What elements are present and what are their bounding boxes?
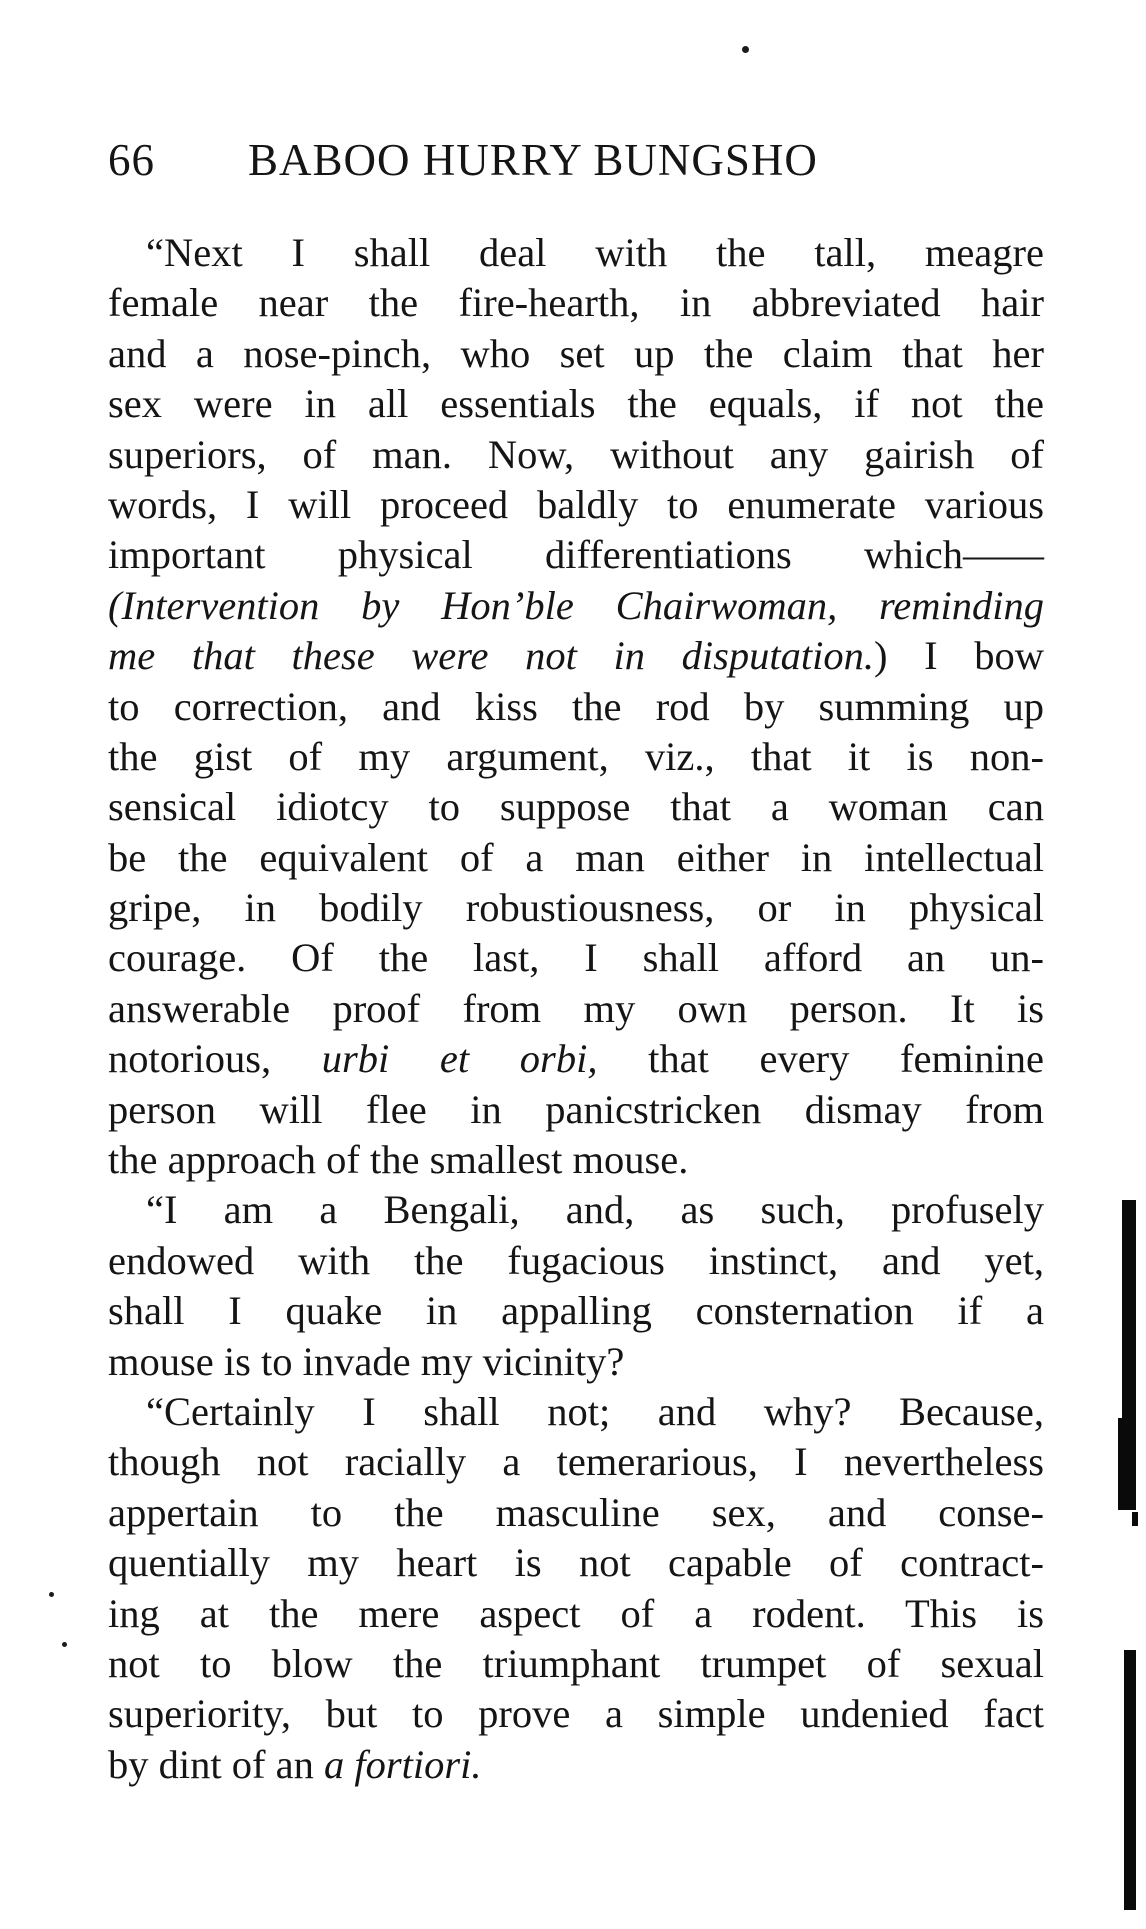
text-line: important physical differentiations which——	[108, 532, 1044, 578]
text-line: mouse is to invade my vicinity?	[108, 1338, 625, 1384]
text-line: superiority, but to prove a simple undenied fact	[108, 1691, 1044, 1737]
text-fragment: that every feminine	[597, 1036, 1044, 1082]
text-line: endowed with the fugacious instinct, and yet,	[108, 1237, 1044, 1283]
scan-edge-shadow	[1122, 1200, 1136, 1418]
text-line: though not racially a temerarious, I nevertheless	[108, 1439, 1044, 1485]
text-line: sex were in all essentials the equals, if not the	[108, 381, 1044, 427]
text-line	[108, 631, 1044, 681]
text-line: “Certainly I shall not; and why? Because,	[146, 1388, 1044, 1434]
ink-speck	[62, 1642, 67, 1647]
text-line: ing at the mere aspect of a rodent. This is	[108, 1590, 1044, 1636]
text-line: sensical idiotcy to suppose that a woman can	[108, 784, 1044, 830]
italic-aside: me that these were not in disputation.	[108, 633, 875, 679]
italic-aside: (Intervention by Hon’ble Chairwoman, reminding	[108, 582, 1044, 628]
text-line: the approach of the smallest mouse.	[108, 1137, 689, 1183]
text-line: gripe, in bodily robustiousness, or in physical	[108, 885, 1044, 931]
ink-speck	[49, 1592, 54, 1597]
text-line: shall I quake in appalling consternation if a	[108, 1288, 1044, 1334]
scan-edge-shadow	[1118, 1418, 1136, 1510]
text-line: quentially my heart is not capable of contract-	[108, 1540, 1044, 1586]
running-title: BABOO HURRY BUNGSHO	[248, 135, 818, 185]
text-line	[108, 1740, 1044, 1790]
text-line: “Next I shall deal with the tall, meagre	[146, 230, 1044, 275]
text-line: words, I will proceed baldly to enumerate various	[108, 481, 1044, 527]
italic-phrase: urbi et orbi,	[321, 1036, 598, 1082]
scan-edge-mark	[1132, 1512, 1138, 1526]
text-fragment: ) I bow	[874, 633, 1044, 679]
text-line: superiors, of man. Now, without any gairish of	[108, 431, 1044, 477]
text-fragment: by dint of an	[108, 1741, 324, 1787]
text-line: not to blow the triumphant trumpet of sexual	[108, 1640, 1044, 1686]
text-line: courage. Of the last, I shall afford an un-	[108, 935, 1044, 981]
ink-speck	[742, 46, 749, 53]
text-line: to correction, and kiss the rod by summing up	[108, 683, 1044, 729]
text-line-italic	[108, 581, 1044, 631]
text-fragment: notorious,	[108, 1036, 322, 1082]
text-line: female near the fire-hearth, in abbreviated hair	[108, 280, 1044, 326]
text-line: answerable proof from my own person. It is	[108, 985, 1044, 1031]
page-header	[108, 130, 1048, 190]
text-line: person will flee in panicstricken dismay from	[108, 1086, 1044, 1132]
text-line: be the equivalent of a man either in intellectual	[108, 834, 1044, 880]
text-line: appertain to the masculine sex, and conse-	[108, 1489, 1044, 1535]
text-line: “I am a Bengali, and, as such, profusely	[146, 1187, 1044, 1233]
text-line: the gist of my argument, viz., that it is non-	[108, 733, 1044, 779]
text-line: and a nose-pinch, who set up the claim that her	[108, 330, 1044, 376]
italic-phrase: a fortiori.	[323, 1741, 482, 1787]
body-text	[108, 228, 1044, 1790]
scan-edge-shadow	[1124, 1650, 1136, 1910]
text-line	[108, 1034, 1044, 1084]
page-number: 66	[108, 135, 155, 185]
